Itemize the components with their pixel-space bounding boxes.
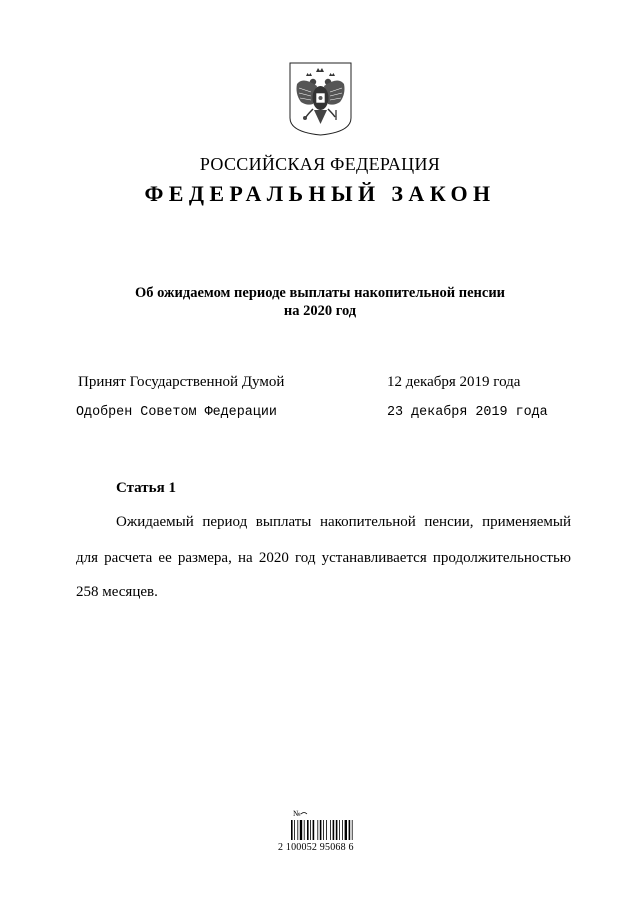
country-heading: РОССИЙСКАЯ ФЕДЕРАЦИЯ xyxy=(199,154,441,174)
adopted-by-duma-label: Принят Государственной Думой xyxy=(78,374,285,390)
adopted-date: 12 декабря 2019 года xyxy=(387,374,521,390)
svg-text:№: № xyxy=(293,809,301,818)
article-text-line-3: 258 месяцев. xyxy=(76,584,158,600)
document-type-heading: ФЕДЕРАЛЬНЫЙ ЗАКОН xyxy=(144,181,496,206)
coat-of-arms-icon xyxy=(289,62,352,136)
article-heading: Статья 1 xyxy=(116,480,176,496)
article-text-line-2: для расчета ее размера, на 2020 год устанавливается продолжительностью xyxy=(76,550,571,566)
article-text-line-1: Ожидаемый период выплаты накопительной пенсии, применяемый xyxy=(116,514,571,530)
approved-by-federation-council-label: Одобрен Советом Федерации xyxy=(76,405,277,420)
approved-date: 23 декабря 2019 года xyxy=(387,405,548,420)
law-title-line-1: Об ожидаемом периоде выплаты накопительной пенсии xyxy=(134,285,506,301)
law-title xyxy=(0,284,640,320)
law-title-line-2: на 2020 год xyxy=(283,303,357,319)
barcode-number: 2 100052 95068 6 xyxy=(278,842,354,853)
